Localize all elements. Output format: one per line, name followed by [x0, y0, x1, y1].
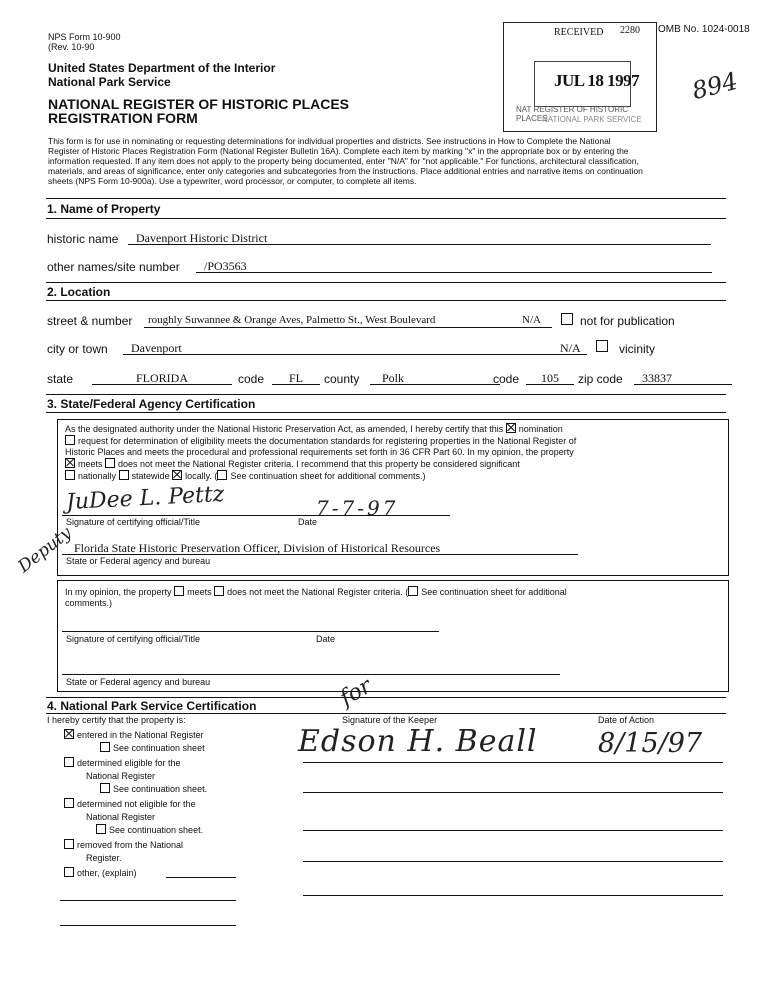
divider — [46, 218, 726, 219]
nps-option-label: See continuation sheet — [113, 743, 205, 753]
keeper-line — [303, 792, 723, 793]
for-note: for — [335, 673, 377, 712]
nps-option-label: determined eligible for the — [77, 758, 181, 768]
section1-heading: 1. Name of Property — [47, 202, 161, 216]
other-names-field[interactable]: /PO3563 — [196, 259, 712, 273]
divider — [46, 713, 726, 714]
opinion-meets-checkbox[interactable] — [174, 586, 184, 596]
nationally-checkbox[interactable] — [65, 470, 75, 480]
section4-heading: 4. National Park Service Certification — [47, 699, 257, 713]
other-names-label: other names/site number — [47, 260, 180, 274]
keeper-signature-label: Signature of the Keeper — [342, 715, 438, 725]
divider — [46, 282, 726, 283]
section3-heading: 3. State/Federal Agency Certification — [47, 397, 256, 411]
cert-text: Historic Places and meets the procedural and professional requirements set forth in 36 CFR Part 60. In my opinion, the property — [65, 447, 574, 457]
eligible-checkbox[interactable] — [64, 757, 74, 767]
county-label: county — [324, 372, 360, 386]
instruction-line: This form is for use in nominating or requesting determinations for individual properties and districts. See instructions in How to Complete the National — [48, 136, 611, 146]
form-number: NPS Form 10-900 — [48, 32, 121, 42]
nps-option-label: determined not eligible for the — [77, 799, 196, 809]
form-title-line2: REGISTRATION FORM — [48, 110, 198, 126]
zip-field[interactable]: 33837 — [634, 371, 732, 385]
nps-option-label: entered in the National Register — [77, 730, 204, 740]
certify-statement: I hereby certify that the property is: — [47, 715, 186, 725]
agency2-label: State or Federal agency and bureau — [66, 677, 211, 687]
does-not-meet-checkbox[interactable] — [105, 458, 115, 468]
divider — [46, 394, 726, 395]
street-label: street & number — [47, 314, 133, 328]
see-continuation-checkbox[interactable] — [96, 824, 106, 834]
city-label: city or town — [47, 342, 108, 356]
received-date: JUL 18 1997 — [554, 71, 640, 90]
state-label: state — [47, 372, 74, 386]
cert-text: nationally — [78, 471, 117, 481]
instructions — [48, 136, 738, 186]
removed-checkbox[interactable] — [64, 839, 74, 849]
opinion-text: comments.) — [65, 598, 113, 608]
instruction-line: sheets (NPS Form 10-900a). Use a typewriter, word processor, or computer, to complete all items. — [48, 176, 417, 186]
vicinity-checkbox[interactable] — [596, 340, 608, 352]
historic-name-label: historic name — [47, 232, 119, 246]
keeper-line — [303, 762, 723, 763]
agency-label: State or Federal agency and bureau — [66, 556, 211, 566]
keeper-line — [303, 830, 723, 831]
state-code-label: code — [238, 372, 265, 386]
state-field[interactable]: FLORIDA — [92, 371, 232, 385]
signature2-label: Signature of certifying official/Title — [66, 634, 201, 644]
agency-line — [62, 554, 578, 555]
received-number: 2280 — [620, 25, 640, 36]
statewide-checkbox[interactable] — [119, 470, 129, 480]
signature2-line — [62, 631, 439, 632]
keeper-line — [303, 861, 723, 862]
opinion-paragraph — [65, 586, 725, 609]
street-field[interactable] — [144, 314, 552, 328]
zip-label: zip code — [578, 372, 623, 386]
nps-option-label: National Register — [86, 812, 156, 822]
see-continuation-checkbox[interactable] — [100, 783, 110, 793]
city-na: N/A — [560, 341, 581, 355]
cert-text: statewide — [131, 471, 170, 481]
county-code-label: code — [493, 372, 520, 386]
opinion-text: In my opinion, the property — [65, 587, 172, 597]
instruction-line: materials, and areas of significance, enter only categories and subcategories from the instructions. Place additional entries and narrative items on continuation — [48, 166, 643, 176]
nps-option-label: National Register — [86, 771, 156, 781]
divider — [46, 300, 726, 301]
nps-option-label: See continuation sheet. — [113, 784, 208, 794]
signature-line — [62, 515, 450, 516]
other-explain-line — [60, 925, 236, 926]
form-revision: (Rev. 10-90 — [48, 42, 95, 52]
stamp-nat-line1: NAT REGISTER OF HISTORIC PLACES — [516, 105, 629, 123]
date-of-action-label: Date of Action — [598, 715, 655, 725]
other-explain-line — [60, 900, 236, 901]
county-code-field[interactable]: 105 — [526, 371, 574, 385]
nps-option-label: other, (explain) — [77, 868, 137, 878]
historic-name-field[interactable]: Davenport Historic District — [128, 231, 711, 245]
divider — [46, 198, 726, 199]
street-na: N/A — [522, 314, 541, 326]
nps-options — [64, 729, 207, 880]
cert-text: locally. ( — [185, 471, 218, 481]
request-checkbox[interactable] — [65, 435, 75, 445]
state-code-field[interactable]: FL — [272, 371, 320, 385]
divider — [46, 412, 726, 413]
cert-text: request for determination of eligibility meets the documentation standards for registering properties in the National Register of — [78, 436, 577, 446]
instruction-line: information requested. If any item does not apply to the property being documented, enter "N/A" for "not applicable." For functions, architectural classification, — [48, 156, 639, 166]
omb-number: OMB No. 1024-0018 — [658, 24, 750, 35]
see-continuation-checkbox[interactable] — [100, 742, 110, 752]
other-checkbox[interactable] — [64, 867, 74, 877]
signature2-date-label: Date — [316, 634, 336, 644]
certifying-signature: JuDee L. Pettz — [65, 481, 225, 516]
cert-text: does not meet the National Register criteria. I recommend that this property be considered significant — [118, 459, 520, 469]
divider — [46, 697, 726, 698]
handwritten-number: 894 — [689, 66, 741, 106]
vicinity-label: vicinity — [619, 342, 656, 356]
opinion-does-not-meet-checkbox[interactable] — [214, 586, 224, 596]
department-name: United States Department of the Interior — [48, 61, 276, 75]
street-value: roughly Suwannee & Orange Aves, Palmetto St., West Boulevard — [148, 314, 436, 326]
continuation-checkbox[interactable] — [217, 470, 227, 480]
city-field[interactable] — [123, 341, 587, 355]
agency2-line — [62, 674, 560, 675]
cert-text: As the designated authority under the National Historic Preservation Act, as amended, I hereby certify that this — [65, 424, 504, 434]
received-stamp — [503, 22, 657, 132]
opinion-continuation-checkbox[interactable] — [408, 586, 418, 596]
certifying-signature-date: 7-7-97 — [316, 496, 399, 520]
not-for-publication-label: not for publication — [580, 314, 675, 328]
other-explain-line — [166, 877, 236, 878]
not-eligible-checkbox[interactable] — [64, 798, 74, 808]
county-field[interactable]: Polk — [370, 371, 500, 385]
locally-checkbox[interactable] — [172, 470, 182, 480]
city-value: Davenport — [131, 341, 182, 355]
cert-text: See continuation sheet for additional comments.) — [230, 471, 426, 481]
nps-option-label: See continuation sheet. — [109, 825, 204, 835]
section2-heading: 2. Location — [47, 285, 111, 299]
date-of-action: 8/15/97 — [598, 728, 703, 759]
deputy-note: Deputy — [14, 523, 76, 577]
cert-text: nomination — [518, 424, 563, 434]
keeper-signature: Edson H. Beall — [298, 724, 538, 759]
stamp-nat-line2: NATIONAL PARK SERVICE — [542, 115, 642, 124]
agency-value: Florida State Historic Preservation Officer, Division of Historical Resources — [74, 541, 441, 555]
nomination-checkbox[interactable] — [506, 423, 516, 433]
form-title-line1: NATIONAL REGISTER OF HISTORIC PLACES — [48, 96, 350, 112]
opinion-text: does not meet the National Register criteria. ( — [227, 587, 409, 597]
keeper-line — [303, 895, 723, 896]
opinion-text: meets — [187, 587, 212, 597]
meets-checkbox[interactable] — [65, 458, 75, 468]
opinion-text: See continuation sheet for additional — [421, 587, 567, 597]
nps-option-label: Register. — [86, 853, 122, 863]
signature-label: Signature of certifying official/Title — [66, 517, 201, 527]
signature-date-label: Date — [298, 517, 318, 527]
instruction-line: Register of Historic Places Registration Form (National Register Bulletin 16A). Complete each item by marking "x" in the appropriate box or by entering the — [48, 146, 629, 156]
certification-paragraph — [65, 423, 725, 482]
cert-text: meets — [78, 459, 103, 469]
entered-checkbox[interactable] — [64, 729, 74, 739]
nps-option-label: removed from the National — [77, 840, 184, 850]
received-label: RECEIVED — [554, 27, 604, 38]
service-name: National Park Service — [48, 75, 171, 89]
not-for-publication-checkbox[interactable] — [561, 313, 573, 325]
